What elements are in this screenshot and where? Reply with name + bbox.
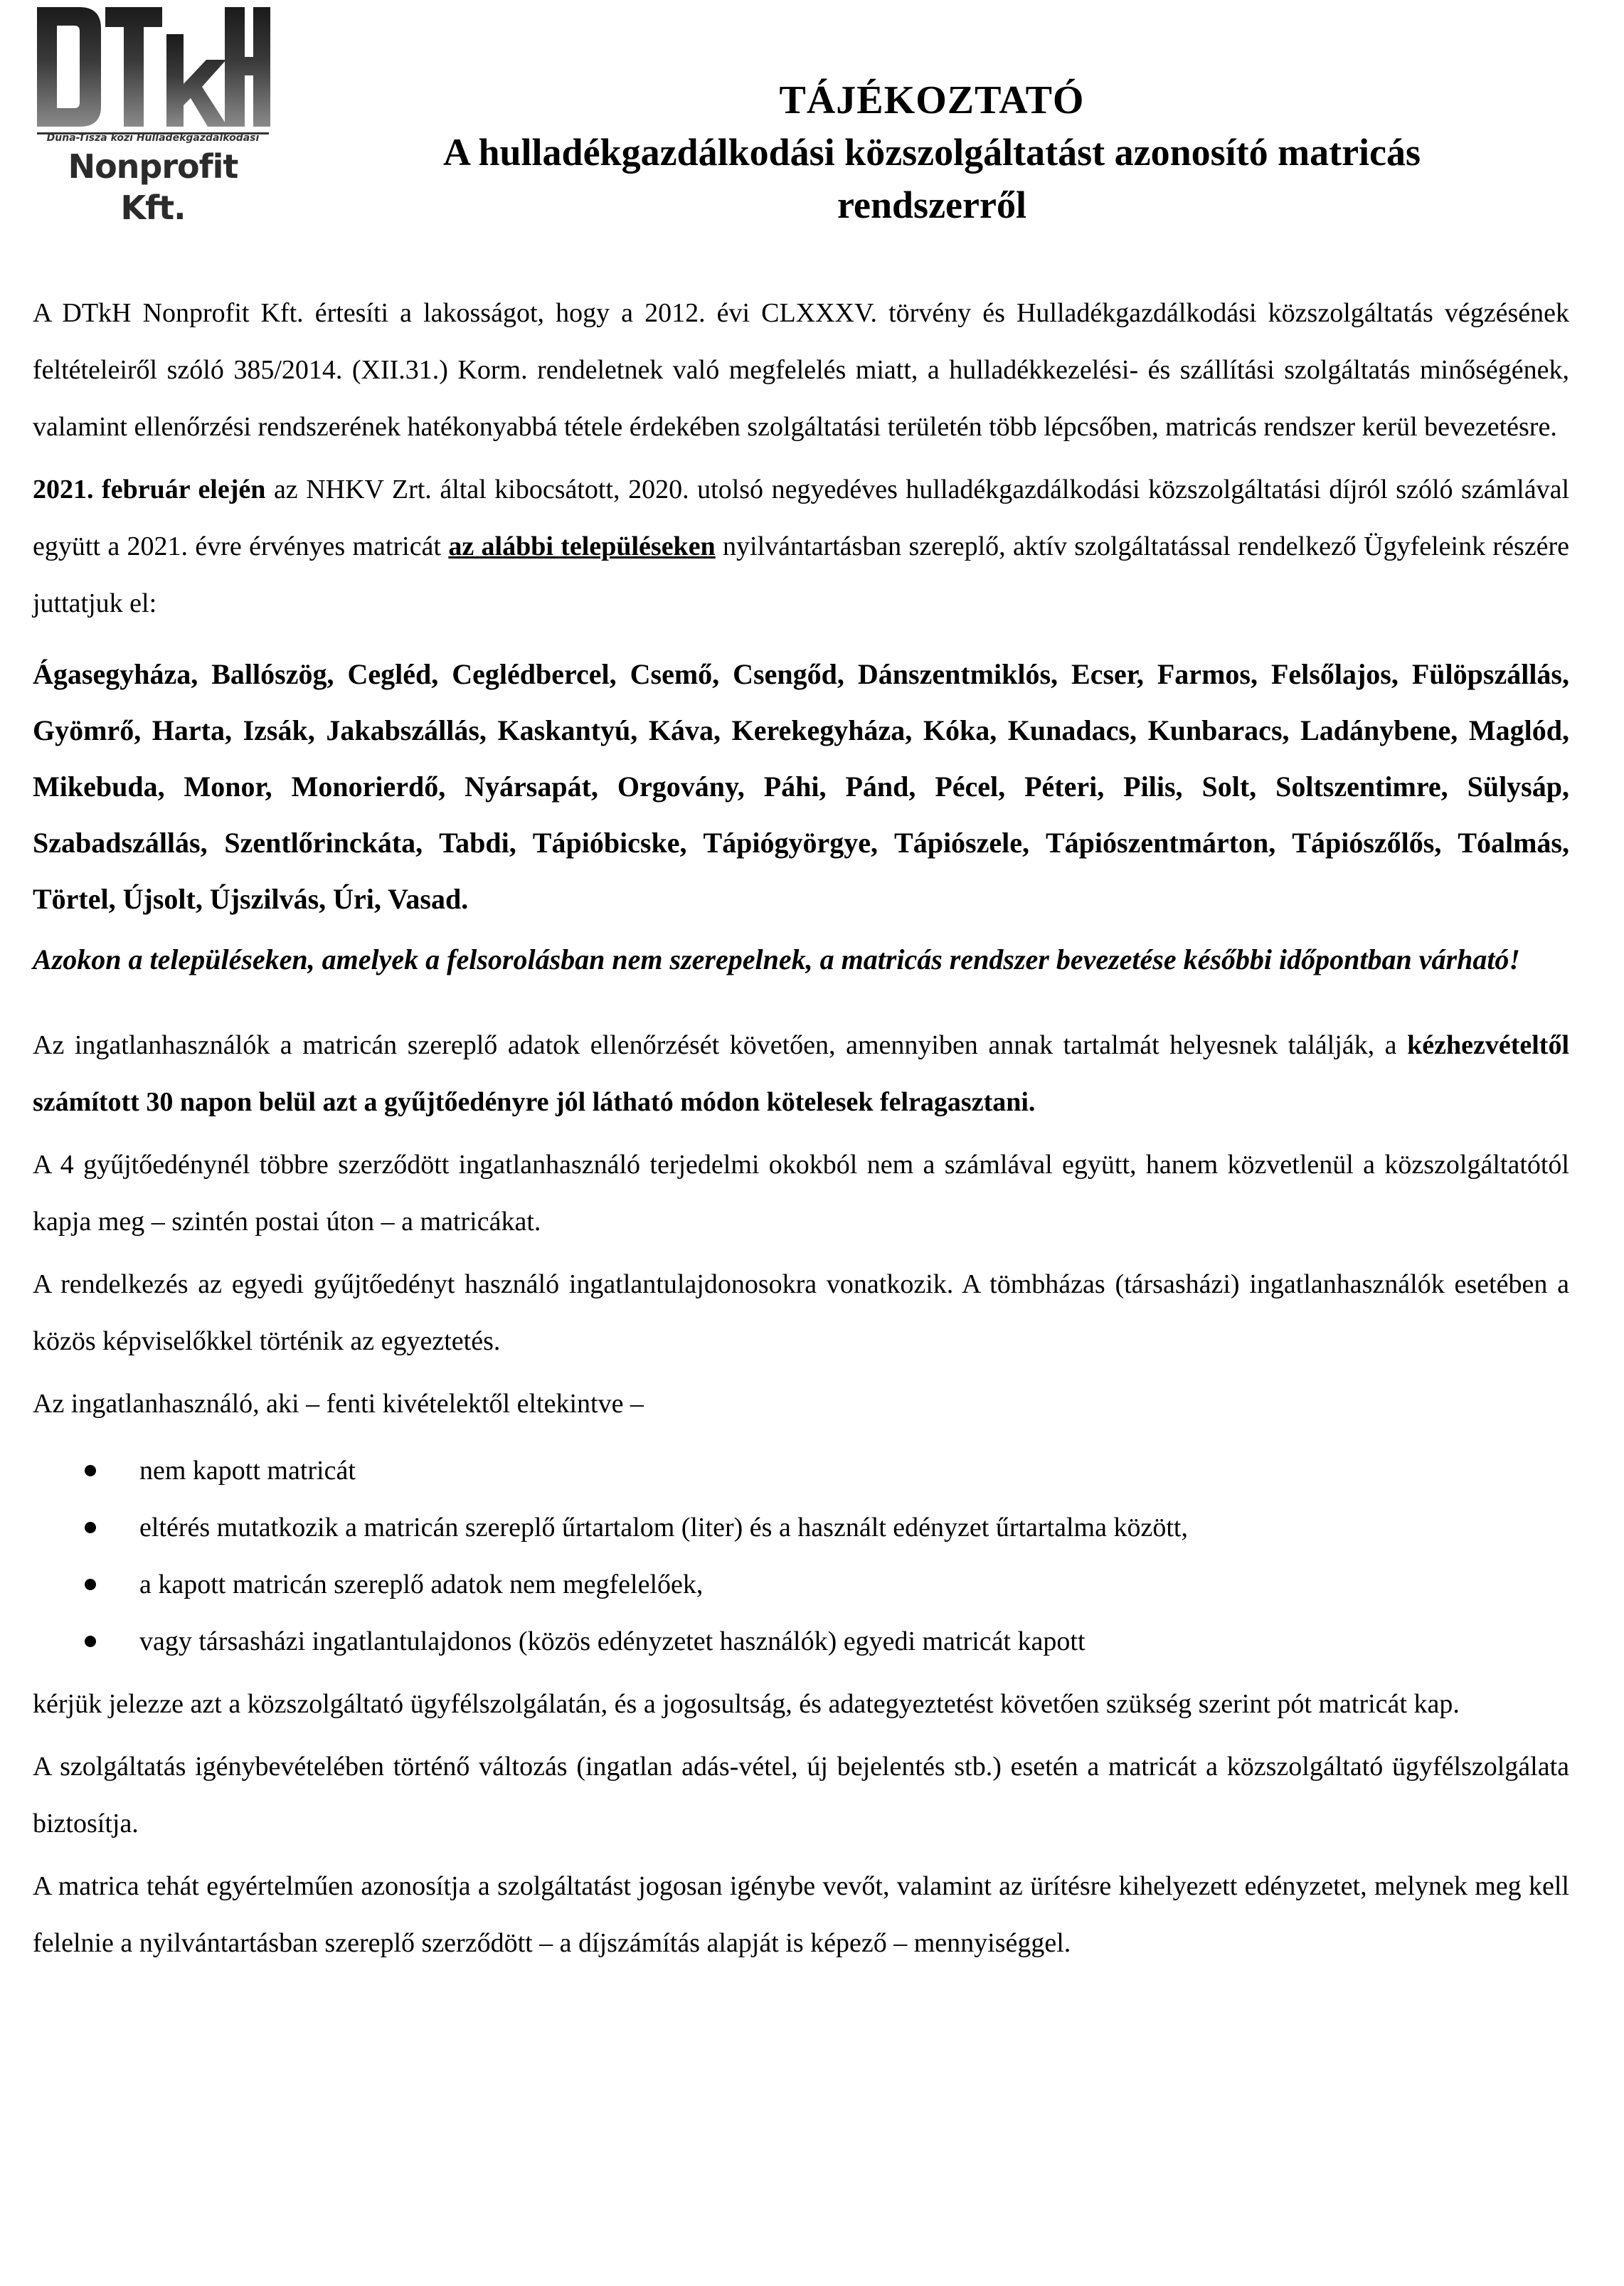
logo-tagline: Duna-Tisza közi Hulladékgazdálkodási [46, 132, 260, 144]
schedule-paragraph [33, 461, 1569, 632]
user-intro: Az ingatlanhasználó, aki – fenti kivételektől eltekintve – [33, 1389, 644, 1419]
bullet-icon [85, 1522, 96, 1533]
logo-org-name: Nonprofit Kft. [68, 147, 238, 227]
schedule-text-a: az NHKV Zrt. által kibocsátott, 2020. utolsó negyedéves hulladékgazdálkodási közszolgáltatási díjról szóló számlával együtt a 2021. évre érvényes matricát [33, 475, 1569, 561]
bullet-icon [85, 1636, 96, 1647]
title-main: TÁJÉKOZTATÓ [779, 78, 1085, 122]
sticker-bold: kézhezvételtől számított 30 napon belül azt a gyűjtőedényre jól látható módon kötelesek felragasztani. [33, 1030, 1569, 1117]
document-body [33, 285, 1569, 1972]
change-paragraph: A szolgáltatás igénybevételében történő változás (ingatlan adás-vétel, új bejelentés stb.) esetén a matricát a közszolgáltató ügyfélszolgálata biztosítja. [33, 1752, 1569, 1838]
bullet-icon [85, 1579, 96, 1590]
intro-paragraph: A DTkH Nonprofit Kft. értesíti a lakosságot, hogy a 2012. évi CLXXXV. törvény és Hulladékgazdálkodási közszolgáltatás végzésének feltételeiről szóló 385/2014. (XII.31.) Korm. rendeletnek való megfelelés miatt, a hulladékkezelési- és szállítási szolgáltatás minőségének, valamint ellenőrzési rendszerének hatékonyabbá tétele érdekében szolgáltatási területén több lépcsőben, matricás rendszer kerül bevezetésre. [33, 298, 1569, 442]
title-sub-line2: rendszerről [837, 184, 1026, 226]
request-paragraph: kérjük jelezze azt a közszolgáltató ügyfélszolgálatán, és a jogosultság, és adategyeztetést követően szükség szerint pót matricát kap. [33, 1689, 1460, 1719]
list-item: eltérés mutatkozik a matricán szereplő űrtartalom (liter) és a használt edényzet űrtartalma között, [33, 1499, 1569, 1556]
bullet-list [33, 1442, 1569, 1670]
list-item: vagy társasházi ingatlantulajdonos (közös edényzetet használók) egyedi matricát kapott [33, 1613, 1569, 1670]
towns-list: Ágasegyháza, Ballószög, Cegléd, Ceglédbercel, Csemő, Csengőd, Dánszentmiklós, Ecser, Farmos, Felsőlajos, Fülöpszállás, Gyömrő, Harta, Izsák, Jakabszállás, Kaskantyú, Káva, Kerekegyháza, Kóka, Kunadacs, Kunbaracs, Ladánybene, Maglód, Mikebuda, Monor, Monorierdő, Nyársapát, Orgovány, Páhi, Pánd, Pécel, Péteri, Pilis, Solt, Soltszentimre, Sülysáp, Szabadszállás, Szentlőrinckáta, Tabdi, Tápióbicske, Tápiógyörgye, Tápiószele, Tápiószentmárton, Tápiószőlős, Tóalmás, Törtel, Újsolt, Újszilvás, Úri, Vasad. [33, 658, 1569, 915]
sticker-paragraph [33, 1017, 1569, 1131]
later-note: Azokon a településeken, amelyek a felsorolásban nem szerepelnek, a matricás rendszer bevezetése későbbi időpontban várható! [33, 943, 1520, 975]
schedule-underlined: az alábbi településeken [448, 531, 716, 561]
bullet-icon [85, 1465, 96, 1476]
list-item: a kapott matricán szereplő adatok nem megfelelőek, [33, 1556, 1569, 1613]
document-title [313, 75, 1551, 231]
sticker-text-a: Az ingatlanhasználók a matricán szereplő adatok ellenőrzését követően, amennyiben annak tartalmát helyesnek találják, a [33, 1030, 1408, 1060]
schedule-date: 2021. február elején [33, 475, 266, 504]
schedule-text-b: nyilvántartásban szereplő, aktív szolgáltatással rendelkező Ügyfeleink részére juttatjuk el: [33, 531, 1569, 618]
individual-paragraph: A rendelkezés az egyedi gyűjtőedényt használó ingatlantulajdonosokra vonatkozik. A tömbházas (társasházi) ingatlanhasználók esetében a közös képviselőkkel történik az egyeztetés. [33, 1269, 1569, 1356]
list-item: nem kapott matricát [33, 1442, 1569, 1499]
summary-paragraph: A matrica tehát egyértelműen azonosítja a szolgáltatást jogosan igénybe vevőt, valamint az ürítésre kihelyezett edényzetet, melynek meg kell felelnie a nyilvántartásban szereplő szerződött – a díjszámítás alapját is képező – mennyiséggel. [33, 1871, 1569, 1958]
over-four-paragraph: A 4 gyűjtőedénynél többre szerződött ingatlanhasználó terjedelmi okokból nem a számlával együtt, hanem közvetlenül a közszolgáltatótól kapja meg – szintén postai úton – a matricákat. [33, 1150, 1569, 1237]
title-sub-line1: A hulladékgazdálkodási közszolgáltatást azonosító matricás [442, 131, 1421, 174]
